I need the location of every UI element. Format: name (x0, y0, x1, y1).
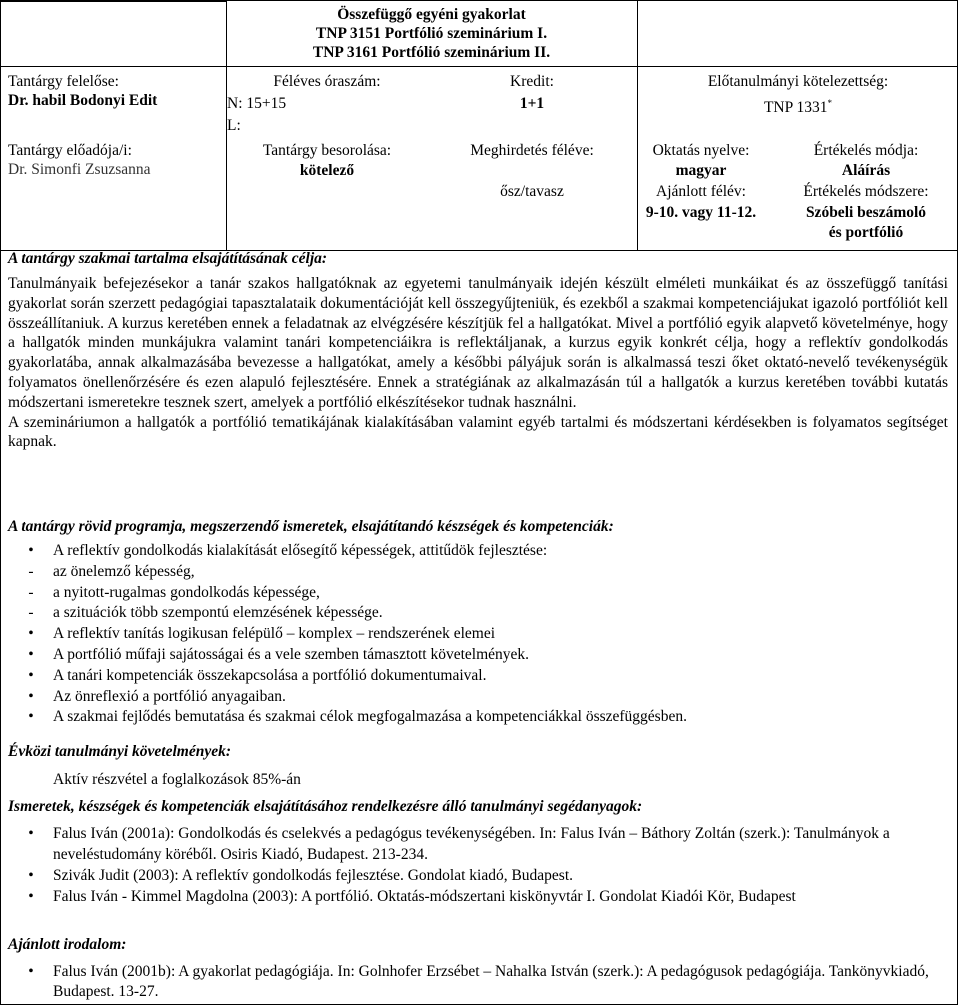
dash-icon: - (28, 583, 34, 601)
bullet-icon: • (28, 687, 34, 705)
program-title: A tantárgy rövid programja, megszerzendő ismeretek, elsajátítandó készségek és kompetenciák: (8, 518, 614, 535)
bullet-icon: • (28, 708, 34, 726)
list-item: - a nyitott-rugalmas gondolkodás képessége, (53, 583, 953, 604)
elotanulmanyi-value: TNP 1331 (763, 99, 828, 117)
kredit-value: 1+1 (519, 95, 545, 112)
elotanulmanyi-mark: * (827, 98, 833, 108)
kredit-label: Kredit: (510, 73, 554, 90)
eloadoja-name: Dr. Simonfi Zsuzsanna (8, 161, 151, 178)
ertekeles-mod-label: Értékelés módja: (813, 142, 919, 159)
bullet-icon: • (28, 867, 34, 884)
list-item: • Falus Iván (2001a): Gondolkodás és cselekvés a pedagógus tevékenységében. In: Falus Iván – Báthory Zoltán (szerk.): Tanulmányok a neveléstudomány köréből. Osiris Kiadó, Budapest. 213-234. (53, 823, 893, 865)
list-item: • Falus Iván - Kimmel Magdolna (2003): A portfólió. Oktatás-módszertani kiskönyvtár I. Gondolat Kiadói Kör, Budapest (53, 886, 893, 907)
eloadoja-block (8, 141, 223, 179)
bullet-icon: • (28, 888, 34, 905)
bullet-icon: • (28, 963, 34, 980)
rule-header (1, 66, 957, 67)
nyelv-value: magyar (675, 162, 727, 179)
ertekeles-mod-value: Aláírás (841, 162, 891, 179)
evkozi-text: Aktív részvétel a foglalkozások 85%-án (53, 771, 301, 788)
oraszam-l: L: (227, 117, 241, 134)
ajanlott-label: Ajánlott félév: (656, 183, 746, 200)
irodalom-title: Ajánlott irodalom: (8, 936, 127, 953)
felelos-label: Tantárgy felelőse: (8, 73, 119, 90)
title-line-1: Összefüggő egyéni gyakorlat (337, 6, 526, 23)
oraszam-label: Féléves óraszám: (273, 73, 381, 90)
list-item: - az önelemző képesség, (53, 562, 953, 583)
bullet-icon: • (28, 625, 34, 643)
list-item: - a szituációk több szempontú elemzésének képessége. (53, 603, 953, 624)
nyelv-label: Oktatás nyelve: (652, 142, 750, 159)
bullet-icon: • (28, 542, 34, 559)
list-item: • A reflektív gondolkodás kialakítását elősegítő képességek, attitűdök fejlesztése: (53, 541, 953, 562)
cel-paragraph-1: Tanulmányaik befejezésekor a tanár szakos hallgatóknak az egyetemi tanulmányaik idején készült elméleti munkáikat és az összefüggő tanítási gyakorlat során szerzett pedagógiai tapasztalataik dokumentációját kell összegyűjteniük, és ezekből a szakmai kompetenciájukat igazoló portfóliót kell összeállítaniuk. A kurzus keretében ennek a feladatnak az elvégzésére készítjük fel a hallgatókat. Mivel a portfólió egyik alapvető követelménye, hogy a hallgatók minden munkájukra valamint tanári kompetenciáikra is reflektáljanak, a kurzus egyik konkrét célja, hogy a reflektív gondolkodás gyakorlatába, annak alkalmazásába bevezesse a hallgatókat, amely a későbbi pályájuk során is alkalmassá teszi őket oktató-nevelő tevékenységük folyamatos önellenőrzésére és ezen alapuló fejlesztésére. Ennek a stratégiának az alkalmazásán túl a hallgatók a kurzus keretében további kutatás módszertani ismeretekre tesznek szert, amelyek a portfólió elkészítésekor tudnak használni. (8, 275, 948, 411)
list-item: • A tanári kompetenciák összekapcsolása a portfólió dokumentumaival. (53, 666, 953, 687)
besorolas-value: kötelező (299, 162, 355, 179)
title-line-3: TNP 3161 Portfólió szeminárium II. (312, 44, 551, 61)
evkozi-title: Évközi tanulmányi követelmények: (8, 743, 232, 760)
cel-text (8, 274, 948, 452)
cel-paragraph-2: A szemináriumon a hallgatók a portfólió tematikájának kialakításában valamint egyéb tartalmi és módszertani kérdésekben is folyamatos segítséget kapnak. (8, 413, 948, 451)
list-item: • Az önreflexió a portfólió anyagaiban. (53, 687, 953, 708)
irodalom-list (28, 962, 943, 1002)
bullet-icon: • (28, 825, 34, 842)
cel-title: A tantárgy szakmai tartalma elsajátításának célja: (8, 250, 328, 267)
dash-icon: - (28, 604, 34, 622)
rule-top-left (1, 1, 226, 2)
felelos-name: Dr. habil Bodonyi Edit (8, 92, 158, 109)
program-list (28, 541, 953, 728)
oraszam-n: N: 15+15 (227, 95, 287, 112)
bullet-icon: • (28, 645, 34, 663)
segedanyagok-list (28, 823, 893, 907)
list-item: • Szivák Judit (2003): A reflektív gondolkodás fejlesztése. Gondolat kiadó, Budapest. (53, 865, 893, 886)
list-item: • Falus Iván (2001b): A gyakorlat pedagógiája. In: Golnhofer Erzsébet – Nahalka István (szerk.): A pedagógusok pedagógiája. Tankönyvkiadó, Budapest. 13-27. (53, 962, 943, 1002)
course-title (226, 5, 637, 62)
felelos-block (8, 72, 223, 110)
elotanulmanyi-value-wrap (638, 94, 958, 117)
segedanyagok-title: Ismeretek, készségek és kompetenciák elsajátításához rendelkezésre álló tanulmányi segédanyagok: (8, 798, 643, 815)
dash-icon: - (28, 562, 34, 580)
ertekeles-modszer-value2: és portfólió (828, 224, 904, 241)
meghirdetes-label: Meghirdetés féléve: (470, 142, 594, 159)
bullet-icon: • (28, 666, 34, 684)
besorolas-label: Tantárgy besorolása: (262, 142, 392, 159)
ajanlott-value: 9-10. vagy 11-12. (645, 204, 757, 221)
list-item: • A portfólió műfaji sajátosságai és a vele szemben támasztott követelmények. (53, 645, 953, 666)
list-item: • A szakmai fejlődés bemutatása és szakmai célok megfogalmazása a kompetenciákkal összefüggésben. (53, 707, 953, 728)
ertekeles-modszer-value1: Szóbeli beszámoló (805, 204, 927, 221)
eloadoja-label: Tantárgy előadója/i: (8, 142, 132, 159)
title-line-2: TNP 3151 Portfólió szeminárium I. (315, 25, 548, 42)
elotanulmanyi-label: Előtanulmányi kötelezettség: (707, 73, 889, 90)
meghirdetes-value: ősz/tavasz (500, 183, 564, 200)
ertekeles-modszer-label: Értékelés módszere: (803, 183, 929, 200)
list-item: • A reflektív tanítás logikusan felépülő – komplex – rendszerének elemei (53, 624, 953, 645)
